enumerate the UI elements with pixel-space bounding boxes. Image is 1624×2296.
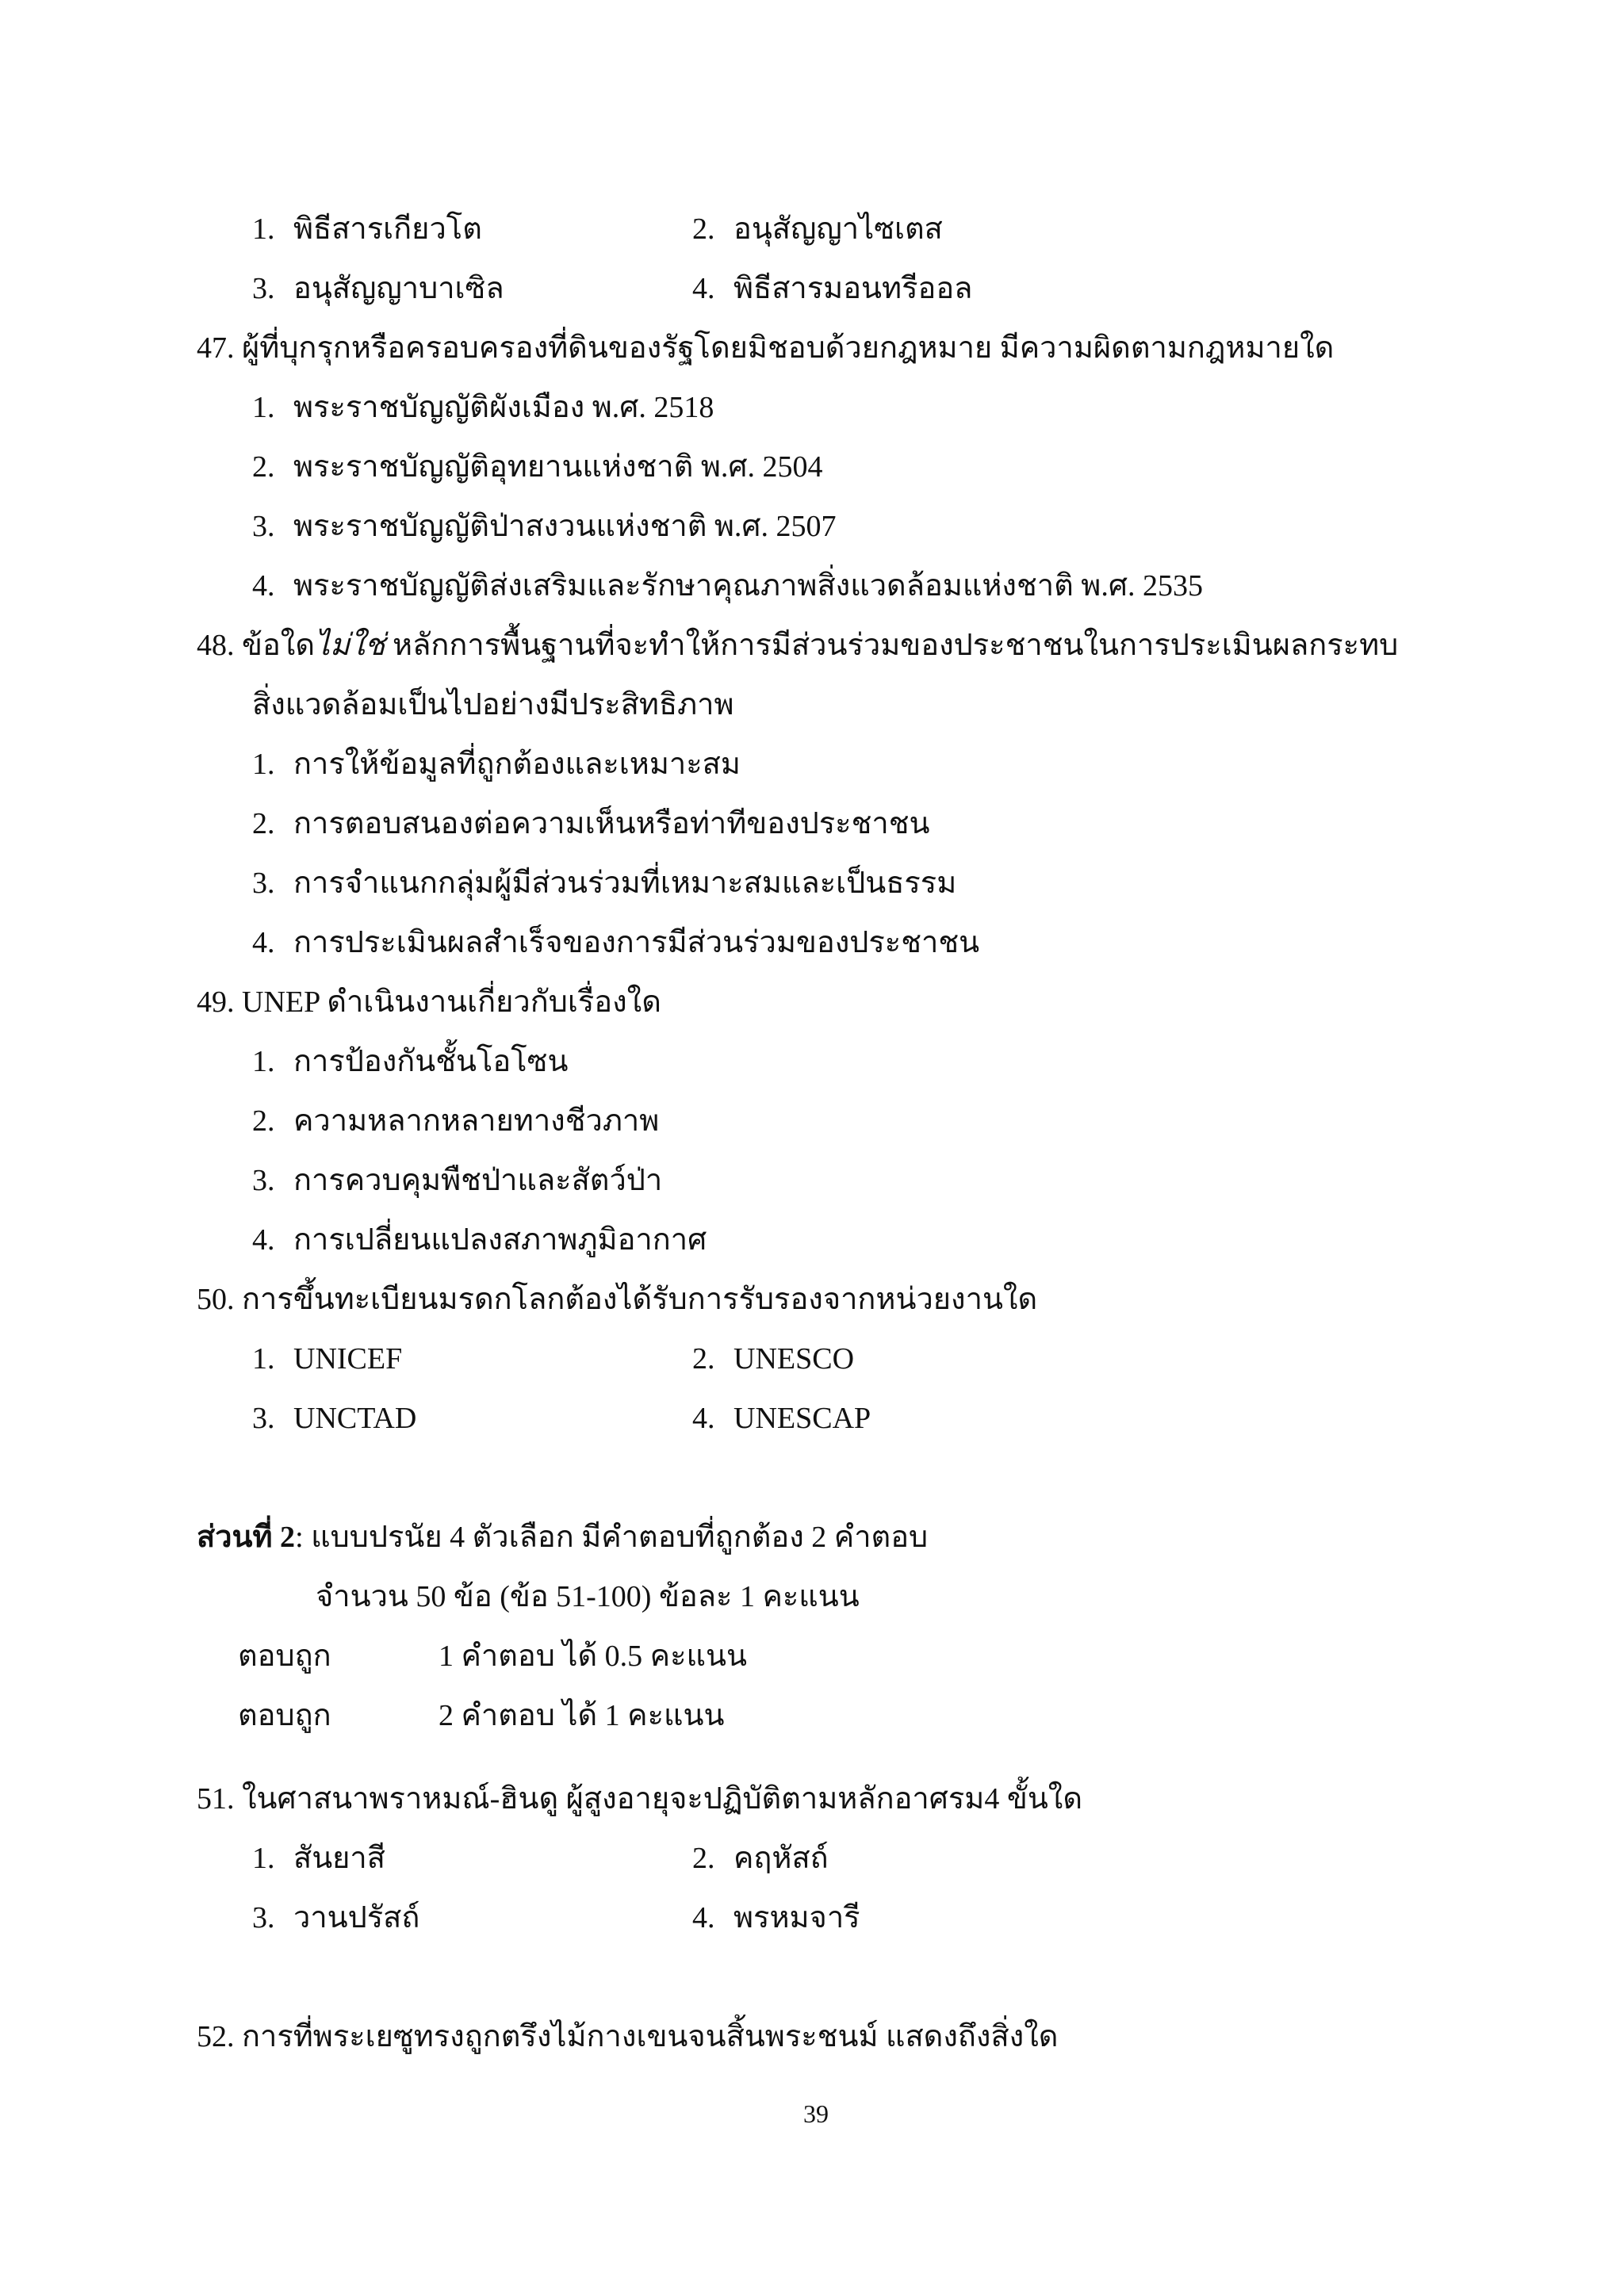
q48-option-4-text: การประเมินผลสำเร็จของการมีส่วนร่วมของประชาชน	[293, 926, 980, 959]
q48-emphasis: ไม่ใช่	[315, 629, 385, 662]
q47-option-4-text: พระราชบัญญัติส่งเสริมและรักษาคุณภาพสิ่งแวดล้อมแห่งชาติ พ.ศ. 2535	[293, 569, 1203, 603]
q47-option-1-text: พระราชบัญญัติผังเมือง พ.ศ. 2518	[293, 391, 714, 424]
q49-option-4-text: การเปลี่ยนแปลงสภาพภูมิอากาศ	[293, 1223, 707, 1257]
q52-question-text: 52. การที่พระเยซูทรงถูกตรึงไม้กางเขนจนสิ้นพระชนม์ แสดงถึงสิ่งใด	[197, 2020, 1059, 2053]
q48-prefix: 48. ข้อใด	[197, 629, 316, 662]
score-rule-2-value: 2 คำตอบ ได้ 1 คะแนน	[439, 1699, 725, 1732]
q48-question-text	[197, 630, 1398, 660]
q46-option-2-text: อนุสัญญาไซเตส	[733, 212, 943, 246]
q47-option-3-number: 3.	[252, 510, 275, 543]
part-2-heading	[197, 1522, 928, 1552]
part-2-heading-rest: : แบบปรนัย 4 ตัวเลือก มีคำตอบที่ถูกต้อง 2 คำตอบ	[295, 1521, 929, 1554]
q46-option-3-text: อนุสัญญาบาเซิล	[293, 272, 504, 305]
q46-option-1-number: 1.	[252, 212, 275, 246]
q49-option-4-number: 4.	[252, 1223, 275, 1257]
q47-option-3-text: พระราชบัญญัติป่าสงวนแห่งชาติ พ.ศ. 2507	[293, 510, 837, 543]
q47-option-1-number: 1.	[252, 391, 275, 424]
q48-option-3-text: การจำแนกกลุ่มผู้มีส่วนร่วมที่เหมาะสมและเป็นธรรม	[293, 867, 957, 900]
q49-option-2-text: ความหลากหลายทางชีวภาพ	[293, 1104, 660, 1138]
q46-option-1-text: พิธีสารเกียวโต	[293, 212, 482, 246]
q51-option-3-number: 3.	[252, 1901, 275, 1934]
part-2-count-line: จำนวน 50 ข้อ (ข้อ 51-100) ข้อละ 1 คะแนน	[316, 1580, 860, 1613]
page-number: 39	[803, 2099, 829, 2128]
q51-option-1-number: 1.	[252, 1842, 275, 1875]
q50-option-4-text: UNESCAP	[733, 1402, 871, 1435]
q51-option-3-text: วานปรัสถ์	[293, 1901, 420, 1934]
q49-option-1-text: การป้องกันชั้นโอโซน	[293, 1045, 569, 1078]
q50-option-1-number: 1.	[252, 1342, 275, 1376]
q50-option-2-number: 2.	[692, 1342, 715, 1376]
q51-question-text: 51. ในศาสนาพราหมณ์-ฮินดู ผู้สูงอายุจะปฏิบัติตามหลักอาศรม4 ขั้นใด	[197, 1782, 1083, 1816]
q49-option-3-text: การควบคุมพืชป่าและสัตว์ป่า	[293, 1164, 663, 1197]
q49-option-1-number: 1.	[252, 1045, 275, 1078]
q47-option-4-number: 4.	[252, 569, 275, 603]
q49-option-2-number: 2.	[252, 1104, 275, 1138]
q50-option-4-number: 4.	[692, 1402, 715, 1435]
q46-option-4-text: พิธีสารมอนทรีออล	[733, 272, 973, 305]
q51-option-2-number: 2.	[692, 1842, 715, 1875]
q48-option-4-number: 4.	[252, 926, 275, 959]
q51-option-4-text: พรหมจารี	[733, 1901, 860, 1934]
q48-option-2-text: การตอบสนองต่อความเห็นหรือท่าทีของประชาชน	[293, 807, 930, 840]
score-rule-2-label: ตอบถูก	[238, 1699, 331, 1732]
q47-option-2-text: พระราชบัญญัติอุทยานแห่งชาติ พ.ศ. 2504	[293, 450, 823, 484]
q48-rest: หลักการพื้นฐานที่จะทำให้การมีส่วนร่วมของประชาชนในการประเมินผลกระทบ	[385, 629, 1399, 662]
q46-option-3-number: 3.	[252, 272, 275, 305]
q50-option-1-text: UNICEF	[293, 1342, 403, 1376]
q49-option-3-number: 3.	[252, 1164, 275, 1197]
q48-option-3-number: 3.	[252, 867, 275, 900]
q46-option-2-number: 2.	[692, 212, 715, 246]
q51-option-2-text: คฤหัสถ์	[733, 1842, 829, 1875]
q51-option-1-text: สันยาสี	[293, 1842, 385, 1875]
q48-question-continuation: สิ่งแวดล้อมเป็นไปอย่างมีประสิทธิภาพ	[252, 688, 734, 721]
q50-option-3-number: 3.	[252, 1402, 275, 1435]
q50-option-2-text: UNESCO	[733, 1342, 855, 1376]
q48-option-1-text: การให้ข้อมูลที่ถูกต้องและเหมาะสม	[293, 748, 741, 781]
q50-option-3-text: UNCTAD	[293, 1402, 417, 1435]
q46-option-4-number: 4.	[692, 272, 715, 305]
q50-question-text: 50. การขึ้นทะเบียนมรดกโลกต้องได้รับการรับรองจากหน่วยงานใด	[197, 1283, 1038, 1316]
q47-option-2-number: 2.	[252, 450, 275, 484]
q47-question-text: 47. ผู้ที่บุกรุกหรือครอบครองที่ดินของรัฐโดยมิชอบด้วยกฎหมาย มีความผิดตามกฎหมายใด	[197, 331, 1335, 365]
q49-question-text: 49. UNEP ดำเนินงานเกี่ยวกับเรื่องใด	[197, 985, 661, 1019]
score-rule-1-value: 1 คำตอบ ได้ 0.5 คะแนน	[439, 1640, 747, 1673]
q48-option-2-number: 2.	[252, 807, 275, 840]
q51-option-4-number: 4.	[692, 1901, 715, 1934]
q48-option-1-number: 1.	[252, 748, 275, 781]
score-rule-1-label: ตอบถูก	[238, 1640, 331, 1673]
part-2-label: ส่วนที่ 2	[197, 1521, 296, 1554]
